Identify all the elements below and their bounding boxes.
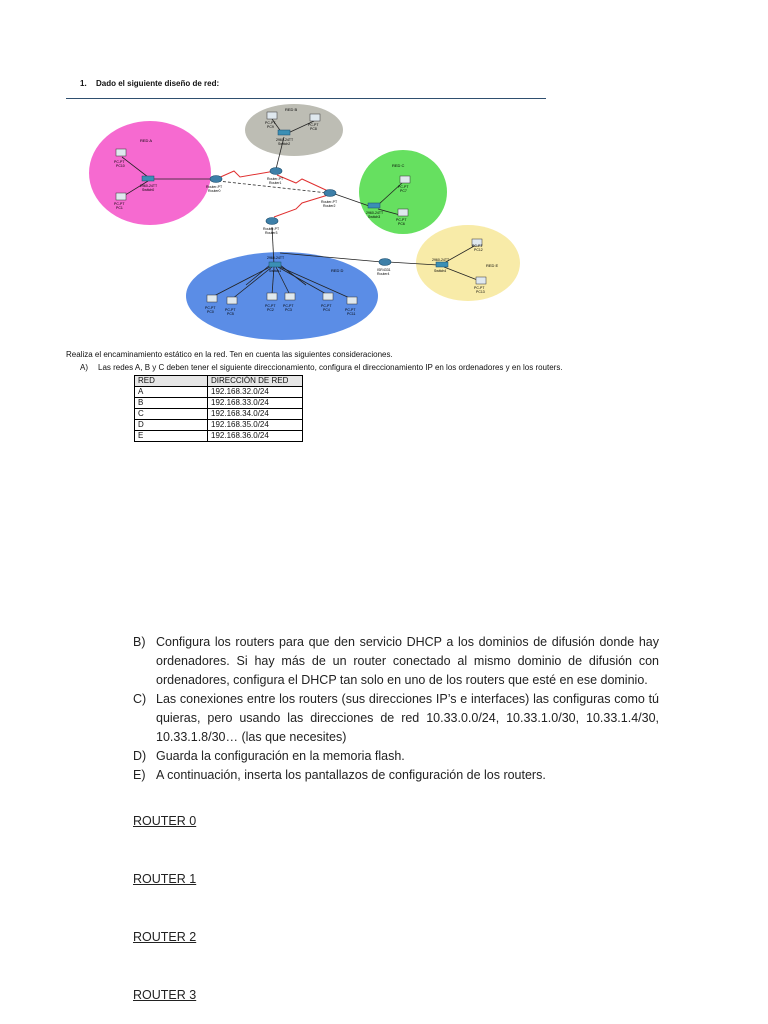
pc-7-name: PC7 — [400, 189, 407, 193]
switch-1-name: Switch1 — [269, 269, 282, 273]
network-diagram — [66, 99, 546, 341]
cell-red: A — [135, 387, 208, 398]
item-d-label: D) — [133, 749, 147, 763]
pc-8-name: PC8 — [310, 127, 317, 131]
pc-13-name: PC13 — [476, 290, 485, 294]
cell-address: 192.168.33.0/24 — [208, 398, 303, 409]
cell-red: E — [135, 431, 208, 442]
pc-4-icon — [323, 293, 333, 300]
table-row — [135, 387, 303, 398]
network-diagram-svg — [66, 99, 546, 341]
header-red: RED — [135, 376, 208, 387]
switch-0-name: Switch0 — [142, 188, 155, 192]
address-table-header — [135, 376, 303, 387]
pc-0-icon — [207, 295, 217, 302]
item-a-text: Las redes A, B y C deben tener el siguiente direccionamiento, configura el direccionamiento IP en los ordenadores y en los routers. — [98, 363, 563, 372]
router-4-icon — [379, 259, 391, 266]
table-row — [135, 398, 303, 409]
item-d-text: Guarda la configuración en la memoria flash. — [156, 749, 405, 763]
cell-red: C — [135, 409, 208, 420]
red-a-label: RED A — [140, 138, 153, 143]
router-4-name: Router4 — [377, 272, 390, 276]
router-2-heading: ROUTER 2 — [133, 930, 197, 944]
router-0-icon — [210, 176, 222, 183]
pc-12 — [472, 239, 483, 252]
pc-12-name: PC12 — [474, 248, 483, 252]
switch-1-model: 2960-24TT — [267, 256, 285, 260]
router-0-name: Router0 — [208, 189, 221, 193]
cell-address: 192.168.36.0/24 — [208, 431, 303, 442]
pc-11-icon — [347, 297, 357, 304]
pc-2-name: PC2 — [267, 308, 274, 312]
pc-3-icon — [285, 293, 295, 300]
router-3-icon — [266, 218, 278, 225]
pc-11-name: PC11 — [347, 312, 356, 316]
item-b-label: B) — [133, 635, 146, 649]
router-3-model: Router-PT — [263, 227, 280, 231]
pc-9-icon — [267, 112, 277, 119]
pc-0-model: PC-PT — [205, 306, 216, 310]
pc-3-name: PC3 — [285, 308, 292, 312]
item-a-label: A) — [80, 363, 88, 372]
table-row — [135, 431, 303, 442]
pc-10-model: PC-PT — [114, 160, 125, 164]
switch-2-name: Switch2 — [278, 142, 291, 146]
question-title-text: Dado el siguiente diseño de red: — [96, 79, 220, 88]
item-b — [133, 633, 659, 690]
red-a-area — [89, 121, 211, 225]
intro-text: Realiza el encaminamiento estático en la red. Ten en cuenta las siguientes consideraciones. — [66, 350, 393, 359]
red-e-area — [416, 225, 520, 301]
pc-3-model: PC-PT — [283, 304, 294, 308]
red-b-label: RED B — [285, 107, 298, 112]
router-2-icon — [324, 190, 336, 197]
item-a — [80, 363, 563, 372]
item-d — [133, 747, 659, 766]
router-1-icon — [270, 168, 282, 175]
table-row — [135, 409, 303, 420]
pc-10-name: PC10 — [116, 164, 125, 168]
pc-0-name: PC0 — [207, 310, 214, 314]
table-row — [135, 420, 303, 431]
item-c — [133, 690, 659, 747]
red-e-label: RED E — [486, 263, 499, 268]
pc-5-name: PC5 — [227, 312, 234, 316]
switch-2-icon — [278, 130, 290, 135]
pc-4-model: PC-PT — [321, 304, 332, 308]
pc-13-model: PC-PT — [474, 286, 485, 290]
pc-2-icon — [267, 293, 277, 300]
item-e-text: A continuación, inserta los pantallazos de configuración de los routers. — [156, 768, 546, 782]
router-4-model: ISR4331 — [377, 268, 391, 272]
pc-13 — [474, 277, 486, 294]
red-d-label: RED D — [331, 268, 344, 273]
switch-3-model: 2960-24TT — [366, 211, 384, 215]
instruction-list — [133, 633, 659, 785]
pc-7-icon — [400, 176, 410, 183]
pc-10-icon — [116, 149, 126, 156]
item-e — [133, 766, 659, 785]
red-c-label: RED C — [392, 163, 405, 168]
router-3-heading: ROUTER 3 — [133, 988, 197, 1002]
header-direccion: DIRECCIÓN DE RED — [208, 376, 303, 387]
pc-4-name: PC4 — [323, 308, 330, 312]
router-1-model: Router-PT — [267, 177, 284, 181]
router-2-name: Router2 — [323, 204, 336, 208]
router-4 — [377, 259, 391, 277]
router-1-name: Router1 — [269, 181, 282, 185]
cell-address: 192.168.32.0/24 — [208, 387, 303, 398]
pc-1-name: PC1 — [116, 206, 123, 210]
pc-12-model: PC-PT — [472, 244, 483, 248]
switch-4-icon — [436, 262, 448, 267]
pc-6-name: PC6 — [398, 222, 405, 226]
pc-9-name: PC9 — [267, 125, 274, 129]
item-c-text: Las conexiones entre los routers (sus direcciones IP’s e interfaces) las configuras como tú quieras, pero usando las direcciones de red 10.33.0.0/24, 10.33.1.0/30, 10.33.1.4/30, 10.33.1.8/30… (las que necesites) — [156, 692, 659, 744]
pc-2-model: PC-PT — [265, 304, 276, 308]
switch-2-model: 2960-24TT — [276, 138, 294, 142]
pc-11-model: PC-PT — [345, 308, 356, 312]
pc-5-model: PC-PT — [225, 308, 236, 312]
router-0-heading: ROUTER 0 — [133, 814, 197, 828]
cell-address: 192.168.35.0/24 — [208, 420, 303, 431]
pc-8-icon — [310, 114, 320, 121]
switch-1-icon — [269, 262, 281, 267]
router-2-model: Router-PT — [321, 200, 338, 204]
pc-13-icon — [476, 277, 486, 284]
pc-1-icon — [116, 193, 126, 200]
switch-4-model: 2960-24TT — [432, 258, 450, 262]
pc-7-model: PC-PT — [398, 185, 409, 189]
switch-0-icon — [142, 176, 154, 181]
item-e-label: E) — [133, 768, 146, 782]
switch-3-name: Switch3 — [368, 215, 381, 219]
pc-5-icon — [227, 297, 237, 304]
router-0-model: Router-PT — [206, 185, 223, 189]
cell-address: 192.168.34.0/24 — [208, 409, 303, 420]
pc-9-model: PC-PT — [265, 121, 276, 125]
router-1-heading: ROUTER 1 — [133, 872, 197, 886]
question-number: 1. — [80, 79, 87, 88]
pc-1-model: PC-PT — [114, 202, 125, 206]
switch-4-name: Switch4 — [434, 269, 447, 273]
item-c-label: C) — [133, 692, 147, 706]
address-table — [134, 375, 303, 442]
switch-0-model: 2960-24TT — [140, 184, 158, 188]
pc-6-model: PC-PT — [396, 218, 407, 222]
switch-3-icon — [368, 203, 380, 208]
cell-red: B — [135, 398, 208, 409]
question-title — [80, 79, 219, 88]
item-b-text: Configura los routers para que den servicio DHCP a los dominios de difusión donde hay ordenadores. Si hay más de un router conectado al mismo dominio de difusión con ordenadores, configura el DHCP tan solo en uno de los routers que esté en ese dominio. — [156, 635, 659, 687]
pc-6-icon — [398, 209, 408, 216]
pc-8-model: PC-PT — [308, 123, 319, 127]
cell-red: D — [135, 420, 208, 431]
router-3-name: Router3 — [265, 231, 278, 235]
